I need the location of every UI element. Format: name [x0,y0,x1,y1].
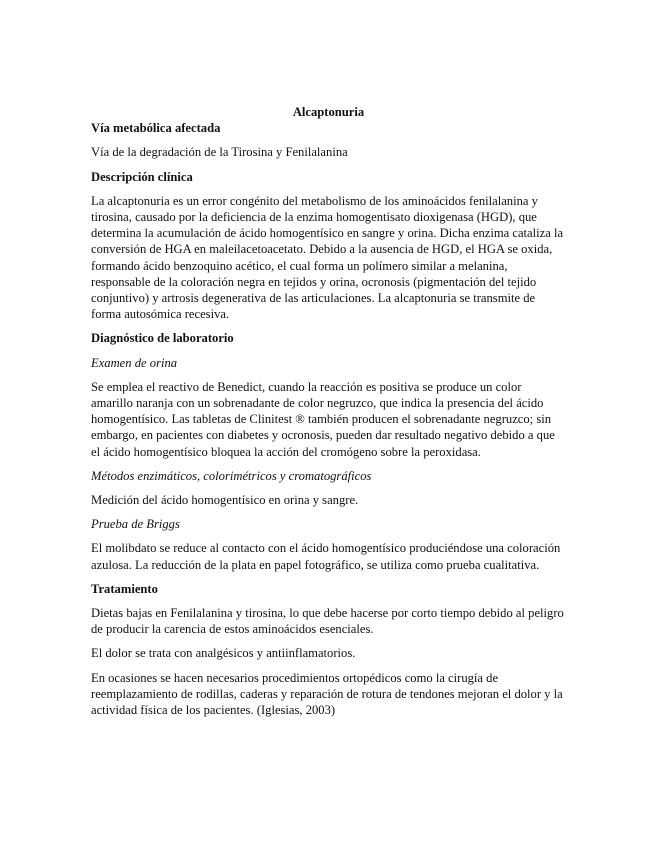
section-heading-lab-diagnosis: Diagnóstico de laboratorio [91,331,234,346]
document-title: Alcaptonuria [292,105,365,119]
urine-exam-text: Se emplea el reactivo de Benedict, cuando la reacción es positiva se produce un color amarillo naranja con un sobrenadante de color negruzco, que indica la presencia del ácido homogentísico. Las tabletas de Clinitest ® también producen el sobrenadante negruzco; sin embargo, en pacientes con diabetes y ocronosis, pueden dar resultado negativo debido a que el ácido homogentísico bloquea la acción del cromógeno sobre la peroxidasa. [91,379,555,459]
enzymatic-methods-text: Medición del ácido homogentísico en orina y sangre. [91,493,359,508]
subheading-enzymatic-methods: Métodos enzimáticos, colorimétricos y cromatográficos [91,468,372,483]
document-content [91,104,566,726]
subheading-briggs-test: Prueba de Briggs [91,517,180,532]
section-heading-metabolic-pathway: Vía metabólica afectada [91,121,221,136]
section-heading-treatment: Tratamiento [91,581,158,596]
treatment-text-pain: El dolor se trata con analgésicos y antiinflamatorios. [91,646,356,661]
treatment-text-orthopedic: En ocasiones se hacen necesarios procedimientos ortopédicos como la cirugía de reemplazamiento de rodillas, caderas y reparación de rotura de tendones mejoran el dolor y la actividad física de los pacientes. (Iglesias, 2003) [91,670,563,718]
section-heading-clinical-description: Descripción clínica [91,169,193,184]
metabolic-pathway-text: Vía de la degradación de la Tirosina y Fenilalanina [91,145,348,160]
subheading-urine-exam: Examen de orina [91,355,178,370]
briggs-test-text: El molibdato se reduce al contacto con el ácido homogentísico produciéndose una coloración azulosa. La reducción de la plata en papel fotográfico, se utiliza como prueba cualitativa. [91,541,561,572]
clinical-description-text: La alcaptonuria es un error congénito del metabolismo de los aminoácidos fenilalanina y tirosina, causado por la deficiencia de la enzima homogentisato dioxigenasa (HGD), que determina la acumulación de ácido homogentísico en sangre y orina. Dicha enzima cataliza la conversión de HGA en maleilacetoacetato. Debido a la ausencia de HGD, el HGA se oxida, formando ácido benzoquino acético, el cual forma un polímero similar a melanina, responsable de la coloración negra en tejidos y orina, ocronosis (pigmentación del tejido conjuntivo) y artrosis degenerativa de las articulaciones. La alcaptonuria se transmite de forma autosómica recesiva. [91,193,564,322]
treatment-text-diet: Dietas bajas en Fenilalanina y tirosina, lo que debe hacerse por corto tiempo debido al peligro de producir la carencia de estos aminoácidos esenciales. [91,606,564,637]
